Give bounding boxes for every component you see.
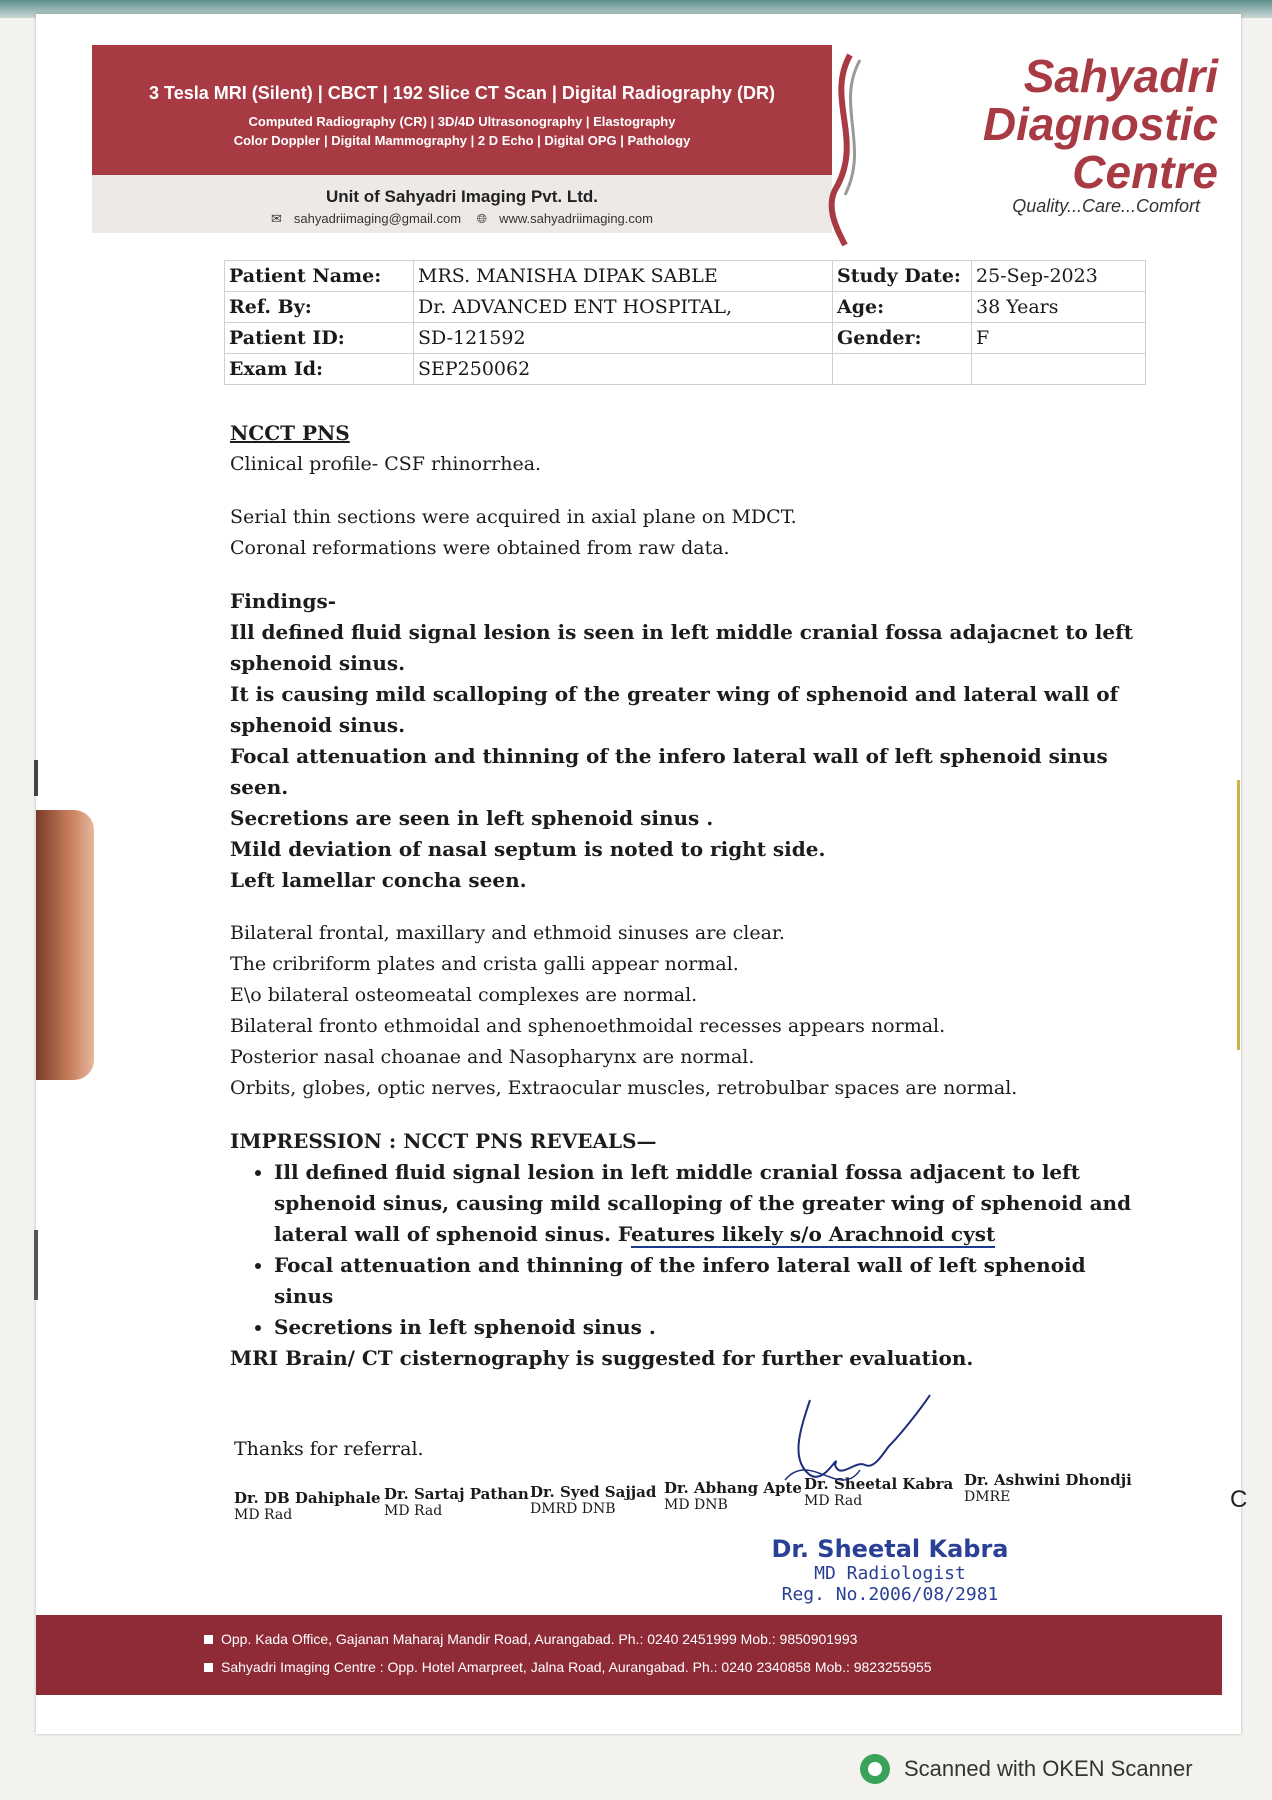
website: www.sahyadriimaging.com (499, 211, 653, 226)
doctor (234, 1489, 381, 1523)
normal-line: Orbits, globes, optic nerves, Extraocular muscles, retrobulbar spaces are normal. (230, 1077, 1018, 1099)
empty-cell (972, 354, 1146, 385)
footer-line (204, 1659, 932, 1675)
table-row (225, 323, 1146, 354)
edge-mark (34, 1230, 38, 1300)
gender: F (972, 323, 1146, 354)
normal-line: Bilateral frontal, maxillary and ethmoid sinuses are clear. (230, 922, 785, 944)
table-row (225, 292, 1146, 323)
email: sahyadriimaging@gmail.com (293, 211, 462, 226)
exam-id-label: Exam Id: (225, 354, 414, 385)
normal-line: The cribriform plates and crista galli appear normal. (230, 953, 739, 975)
scanner-watermark (860, 1752, 1260, 1788)
patient-name: MRS. MANISHA DIPAK SABLE (414, 261, 833, 292)
report-body (230, 418, 1150, 1374)
address-footer (36, 1615, 1222, 1695)
globe-icon: 🌐︎ (476, 211, 488, 226)
signature-icon (780, 1390, 940, 1500)
services-banner (92, 45, 832, 175)
scanner-logo-icon (860, 1754, 890, 1784)
study-date: 25-Sep-2023 (972, 261, 1146, 292)
bullet-icon (204, 1663, 213, 1672)
mail-icon: ✉ (271, 211, 282, 226)
stamp-reg: Reg. No.2006/08/2981 (781, 1584, 999, 1605)
impression-title: IMPRESSION : NCCT PNS REVEALS— (230, 1129, 657, 1153)
ref-label: Ref. By: (225, 292, 414, 323)
doctor (530, 1483, 656, 1517)
unit-name: Unit of Sahyadri Imaging Pvt. Ltd. (325, 187, 599, 206)
edge-mark (34, 760, 38, 796)
underlined-impression: eatures likely s/o Arachnoid cyst (630, 1222, 996, 1246)
banner-line: Color Doppler | Digital Mammography | 2 D Echo | Digital OPG | Pathology (233, 133, 691, 148)
finding-line: Ill defined fluid signal lesion is seen in left middle cranial fossa adajacnet to left sphenoid sinus. (230, 620, 1133, 675)
patient-name-label: Patient Name: (225, 261, 414, 292)
impression-item: • Secretions in left sphenoid sinus . (274, 1312, 1150, 1343)
age-label: Age: (833, 292, 972, 323)
study-date-label: Study Date: (833, 261, 972, 292)
tagline: Quality...Care...Comfort (1012, 196, 1200, 216)
empty-cell (833, 354, 972, 385)
doctor-name: Dr. DB Dahiphale (234, 1489, 381, 1507)
thanks-line: Thanks for referral. (234, 1438, 424, 1460)
finding-line: Secretions are seen in left sphenoid sinus . (230, 806, 714, 830)
patient-info-table (224, 260, 1146, 385)
patient-id-label: Patient ID: (225, 323, 414, 354)
background-photo-edge (36, 810, 94, 1080)
doctor-qual: DMRE (964, 1489, 1011, 1505)
edge-character: C (1230, 1486, 1248, 1513)
brand-word: Centre (1072, 146, 1218, 198)
doctor-name: Dr. Syed Sajjad (530, 1483, 657, 1501)
technique-line: Coronal reformations were obtained from raw data. (230, 537, 730, 559)
doctor (964, 1471, 1132, 1505)
ref-by: Dr. ADVANCED ENT HOSPITAL, (414, 292, 833, 323)
edge-mark (1237, 780, 1240, 1050)
footer-text: Opp. Kada Office, Gajanan Maharaj Mandir Road, Aurangabad. Ph.: 0240 2451999 Mob.: 9850901993 (221, 1631, 858, 1647)
brand-word: Diagnostic (982, 98, 1218, 150)
clinical-profile: Clinical profile- CSF rhinorrhea. (230, 453, 542, 475)
doctor-name: Dr. Sheetal Kabra (804, 1475, 954, 1493)
finding-line: Left lamellar concha seen. (230, 868, 527, 892)
technique-line: Serial thin sections were acquired in axial plane on MDCT. (230, 506, 797, 528)
normal-line: E\o bilateral osteomeatal complexes are normal. (230, 984, 698, 1006)
doctor-qual: MD Rad (804, 1493, 863, 1509)
stamp-name: Dr. Sheetal Kabra (771, 1535, 1009, 1563)
contacts (92, 211, 832, 227)
impression-text: Ill defined fluid signal lesion in left middle cranial fossa adjacent to left sphenoid sinus, causing mild scalloping of the greater wing of sphenoid and lateral wall of sphenoid sinus. F (274, 1160, 1132, 1246)
patient-id: SD-121592 (414, 323, 833, 354)
finding-line: It is causing mild scalloping of the greater wing of sphenoid and lateral wall of sphenoid sinus. (230, 682, 1119, 737)
doctor-name: Dr. Ashwini Dhondji (964, 1471, 1132, 1489)
impression-item (274, 1157, 1150, 1250)
impression-list (230, 1157, 1150, 1343)
finding-line: Focal attenuation and thinning of the infero lateral wall of left sphenoid sinus seen. (230, 744, 1108, 799)
age: 38 Years (972, 292, 1146, 323)
table-row (225, 261, 1146, 292)
unit-box (92, 175, 832, 233)
findings-title: Findings- (230, 589, 337, 613)
normal-line: Bilateral fronto ethmoidal and sphenoethmoidal recesses appears normal. (230, 1015, 946, 1037)
doctor-stamp (770, 1535, 1010, 1605)
banner-line: 3 Tesla MRI (Silent) | CBCT | 192 Slice CT Scan | Digital Radiography (DR) (149, 83, 775, 103)
doctor-qual: MD Rad (384, 1503, 443, 1519)
doctor-qual: MD DNB (664, 1497, 728, 1513)
doctor-name: Dr. Abhang Apte (664, 1479, 802, 1497)
exam-id: SEP250062 (414, 354, 833, 385)
doctors-row (234, 1471, 1154, 1535)
doctor-qual: DMRD DNB (530, 1501, 616, 1517)
brand-swoosh-icon (820, 50, 870, 250)
gender-label: Gender: (833, 323, 972, 354)
brand-logo (898, 52, 1218, 196)
normal-line: Posterior nasal choanae and Nasopharynx are normal. (230, 1046, 755, 1068)
finding-line: Mild deviation of nasal septum is noted to right side. (230, 837, 826, 861)
doctor-name: Dr. Sartaj Pathan (384, 1485, 529, 1503)
doctor-qual: MD Rad (234, 1507, 293, 1523)
banner-line: Computed Radiography (CR) | 3D/4D Ultrasonography | Elastography (248, 114, 676, 129)
stamp-qual: MD Radiologist (814, 1563, 966, 1584)
report-title: NCCT PNS (230, 421, 350, 445)
footer-line (204, 1631, 857, 1647)
bullet-icon (204, 1635, 213, 1644)
scanner-text: Scanned with OKEN Scanner (904, 1756, 1193, 1781)
impression-item: • Focal attenuation and thinning of the infero lateral wall of left sphenoid sinus (274, 1250, 1150, 1312)
brand-word: Sahyadri (1023, 50, 1218, 102)
table-row (225, 354, 1146, 385)
suggestion: MRI Brain/ CT cisternography is suggested for further evaluation. (230, 1346, 974, 1370)
footer-text: Sahyadri Imaging Centre : Opp. Hotel Amarpreet, Jalna Road, Aurangabad. Ph.: 0240 2340858 Mob.: 9823255955 (221, 1659, 932, 1675)
doctor (384, 1485, 529, 1519)
